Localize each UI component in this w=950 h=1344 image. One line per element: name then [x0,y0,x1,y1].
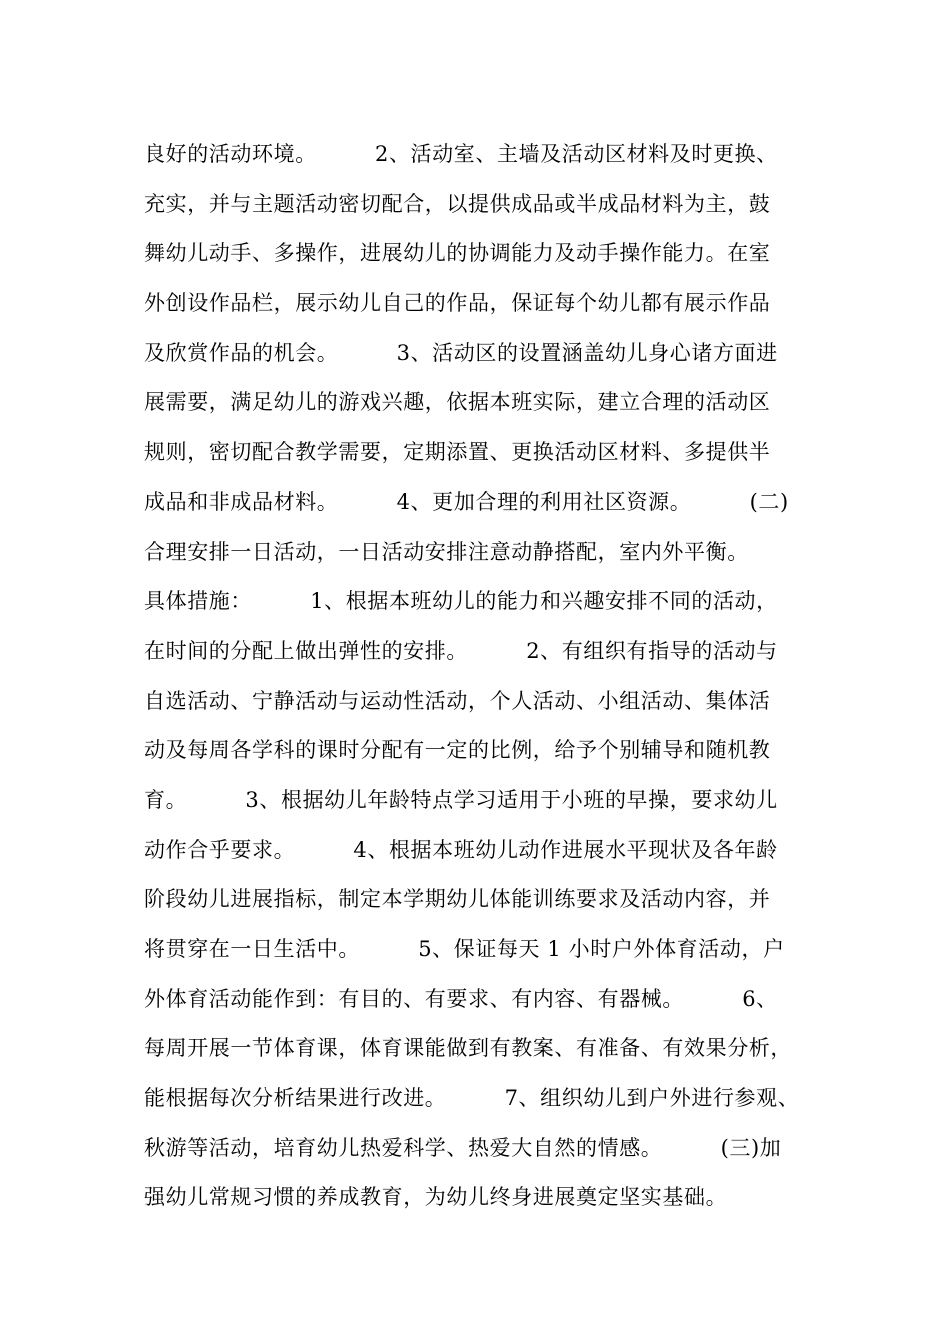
text-line: 育。 3、根据幼儿年龄特点学习适用于小班的早操，要求幼儿 [144,787,778,812]
text-line: 阶段幼儿进展指标，制定本学期幼儿体能训练要求及活动内容，并 [144,887,771,912]
text-line: 外体育活动能作到：有目的、有要求、有内容、有器械。 6、 [144,986,778,1011]
text-line: 舞幼儿动手、多操作，进展幼儿的协调能力及动手操作能力。在室 [144,241,771,266]
text-line: 具体措施： 1、根据本班幼儿的能力和兴趣安排不同的活动， [144,589,778,614]
text-line: 规则，密切配合教学需要，定期添置、更换活动区材料、多提供半 [144,440,771,465]
text-line: 展需要，满足幼儿的游戏兴趣，依据本班实际，建立合理的活动区 [144,390,771,415]
text-line: 自选活动、宁静活动与运动性活动，个人活动、小组活动、集体活 [144,688,771,713]
text-line: 将贯穿在一日生活中。 5、保证每天 1 小时户外体育活动，户 [144,937,785,961]
text-line: 合理安排一日活动，一日活动安排注意动静搭配，室内外平衡。 [144,539,749,564]
text-line: 强幼儿常规习惯的养成教育，为幼儿终身进展奠定坚实基础。 [144,1185,728,1210]
body-text [144,130,824,1223]
text-line: 充实，并与主题活动密切配合，以提供成品或半成品材料为主，鼓 [144,191,771,216]
text-line: 成品和非成品材料。 4、更加合理的利用社区资源。 (二) [144,489,789,514]
text-line: 在时间的分配上做出弹性的安排。 2、有组织有指导的活动与 [144,638,778,663]
text-line: 秋游等活动，培育幼儿热爱科学、热爱大自然的情感。 (三)加 [144,1135,782,1160]
text-line: 外创设作品栏，展示幼儿自己的作品，保证每个幼儿都有展示作品 [144,291,771,316]
text-line: 动及每周各学科的课时分配有一定的比例，给予个别辅导和随机教 [144,738,771,763]
text-line: 及欣赏作品的机会。 3、活动区的设置涵盖幼儿身心诸方面进 [144,340,778,365]
text-line: 每周开展一节体育课，体育课能做到有教案、有准备、有效果分析， [144,1036,792,1061]
text-line: 动作合乎要求。 4、根据本班幼儿动作进展水平现状及各年龄 [144,837,778,862]
text-line: 能根据每次分析结果进行改进。 7、组织幼儿到户外进行参观、 [144,1086,800,1111]
text-line: 良好的活动环境。 2、活动室、主墙及活动区材料及时更换、 [144,142,778,166]
